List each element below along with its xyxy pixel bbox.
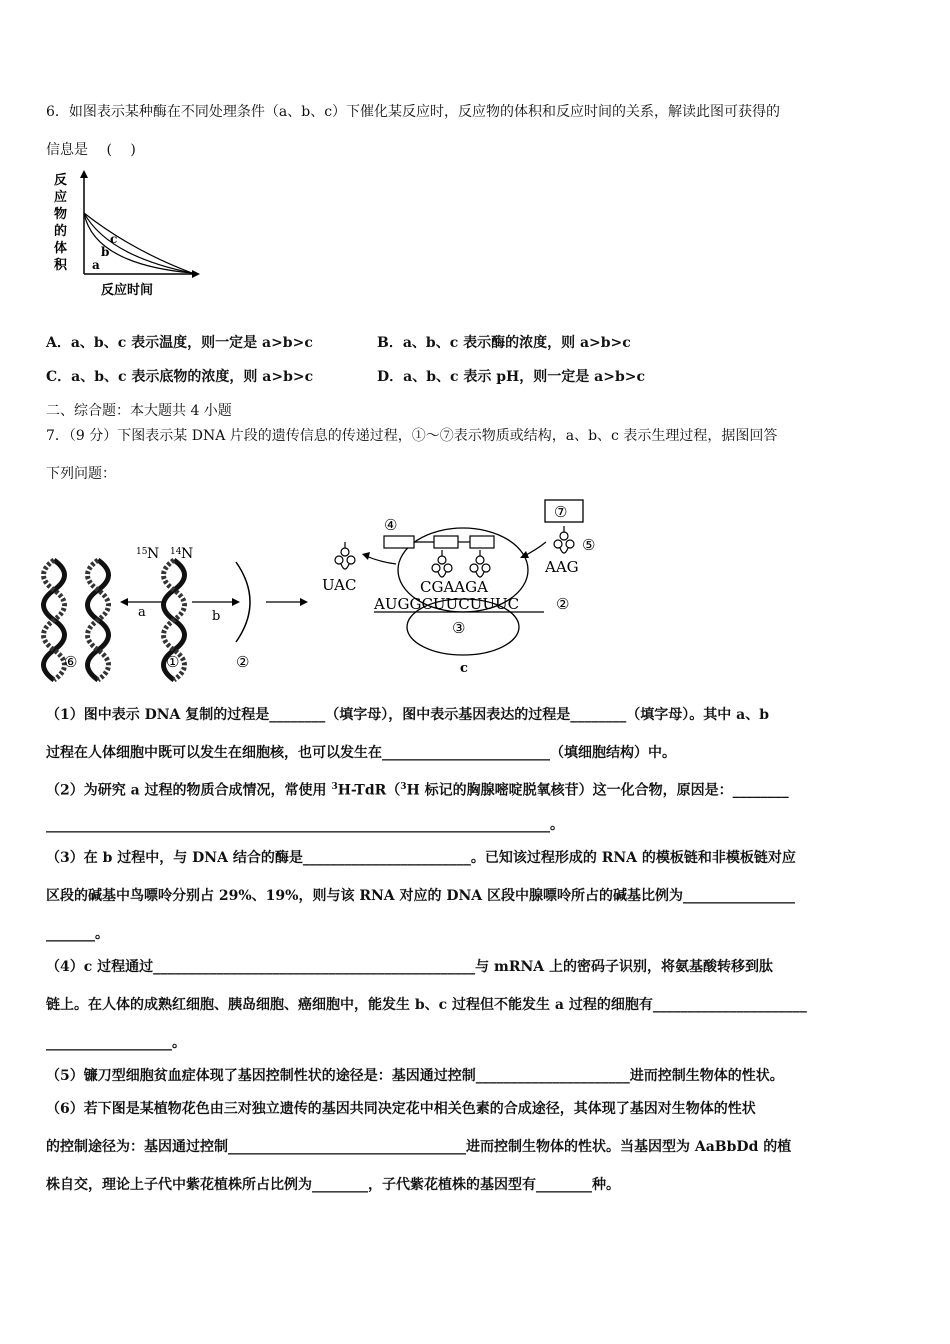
graph-curve-a: [84, 213, 192, 273]
graph-ylabel-char: 物: [54, 207, 68, 222]
dna-helix-6a: [44, 560, 65, 680]
graph-y-arrow: [80, 170, 88, 178]
enzyme-reaction-graph: [46, 168, 206, 300]
graph-ylabel-char: 体: [54, 241, 68, 256]
graph-curve-b: [84, 213, 192, 273]
q6-option-c: C．a、b、c 表示底物的浓度，则 a>b>c: [46, 369, 314, 385]
graph-ylabel-char: 反: [54, 173, 68, 188]
graph-curve-c: [84, 213, 192, 273]
q7-part1-line1: （1）图中表示 DNA 复制的过程是________（填字母），图中表示基因表达的过程是________（填字母）。其中 a、b: [46, 707, 770, 723]
gene-expression-figure: [40, 492, 620, 682]
trna-in-ribosome: [470, 550, 490, 577]
label-2-left: ②: [236, 653, 250, 671]
graph-xlabel: 反应时间: [101, 283, 154, 298]
trna-in-ribosome: [432, 550, 452, 577]
q7-part4-line3: __________________。: [46, 1035, 186, 1051]
label-3: ③: [452, 619, 466, 637]
label-2-right: ②: [556, 595, 570, 613]
q7-stem-line1: 7．（9 分）下图表示某 DNA 片段的遗传信息的传递过程，①～⑦表示物质或结构，a、b、c 表示生理过程，据图回答: [46, 428, 778, 444]
label-7: ⑦: [554, 503, 568, 521]
q7-part2-line1: （2）为研究 a 过程的物质合成情况，常使用 $^3$H-TdR（$^3$H 标记的胸腺嘧啶脱氧核苷）这一化合物，原因是：________: [46, 782, 789, 799]
amino-acid-box: [470, 536, 494, 548]
isotope-n-14: N: [181, 546, 194, 562]
q7-part3-line3: _______。: [46, 926, 109, 942]
q7-part1-line2: 过程在人体细胞中既可以发生在细胞核，也可以发生在________________________（填细胞结构）中。: [46, 745, 676, 761]
isotope-14-sup: 14: [170, 547, 182, 557]
codon-uac: UAC: [322, 576, 357, 594]
q6-stem-line1: 6．如图表示某种酶在不同处理条件（a、b、c）下催化某反应时，反应物的体积和反应时间的关系，解读此图可获得的: [46, 104, 781, 120]
anticodon-aag: AAG: [545, 558, 579, 576]
label-5: ⑤: [582, 536, 596, 554]
q6-option-b: B．a、b、c 表示酶的浓度，则 a>b>c: [377, 335, 631, 351]
q7-part2-line2: ________________________________________________________________________。: [46, 817, 564, 833]
q6-option-d: D．a、b、c 表示 pH，则一定是 a>b>c: [377, 369, 646, 385]
q7-part6-line1: （6）若下图是某植物花色由三对独立遗传的基因共同决定花中相关色素的合成途径，其体现了基因对生物体的性状: [46, 1101, 756, 1117]
trna-exiting: [335, 542, 355, 569]
q6-stem-line2: 信息是 ( ): [46, 142, 136, 158]
anticodon-cgaaga: CGAAGA: [420, 578, 488, 596]
q7-part4-line1: （4）c 过程通过______________________________________________与 mRNA 上的密码子识别，将氨基酸转移到肽: [46, 959, 773, 975]
graph-ylabel-char: 的: [54, 224, 68, 239]
amino-acid-box: [434, 536, 458, 548]
process-label-b: b: [212, 609, 221, 624]
mrna-sequence: AUGGCUUCUUUC: [374, 595, 520, 613]
q7-part3-line1: （3）在 b 过程中，与 DNA 结合的酶是________________________。已知该过程形成的 RNA 的模板链和非模板链对应: [46, 850, 796, 866]
graph-label-a: a: [92, 258, 100, 272]
q6-option-a: A．a、b、c 表示温度，则一定是 a>b>c: [46, 335, 313, 351]
graph-label-c: c: [110, 232, 118, 246]
label-6: ⑥: [64, 653, 78, 671]
dna-helix-6b: [88, 560, 109, 680]
process-label-c: c: [460, 661, 468, 676]
q7-part4-line2: 链上。在人体的成熟红细胞、胰岛细胞、癌细胞中，能发生 b、c 过程但不能发生 a 过程的细胞有______________________: [46, 997, 807, 1013]
process-label-a: a: [138, 605, 146, 620]
q7-stem-line2: 下列问题：: [46, 466, 116, 482]
isotope-n-15: N: [147, 546, 160, 562]
q7-part6-line3: 株自交，理论上子代中紫花植株所占比例为________，子代紫花植株的基因型有________种。: [46, 1177, 620, 1193]
q7-part3-line2: 区段的碱基中鸟嘌呤分别占 29%、19%，则与该 RNA 对应的 DNA 区段中腺嘌呤所占的碱基比例为________________: [46, 888, 796, 904]
q7-part5-line1: （5）镰刀型细胞贫血症体现了基因控制性状的途径是：基因通过控制______________________进而控制生物体的性状。: [46, 1068, 784, 1084]
graph-ylabel-char: 应: [54, 190, 68, 205]
section-heading: 二、综合题：本大题共 4 小题: [46, 403, 232, 419]
label-1: ①: [166, 653, 180, 671]
amino-acid-box: [384, 536, 414, 548]
label-4: ④: [384, 516, 398, 534]
graph-x-arrow: [192, 270, 200, 278]
q7-part6-line2: 的控制途径为：基因通过控制__________________________________进而控制生物体的性状。当基因型为 AaBbDd 的植: [46, 1139, 792, 1155]
graph-ylabel-char: 积: [54, 258, 68, 273]
trna-entering: [554, 526, 574, 553]
graph-label-b: b: [101, 245, 110, 259]
isotope-15-sup: 15: [136, 547, 148, 557]
